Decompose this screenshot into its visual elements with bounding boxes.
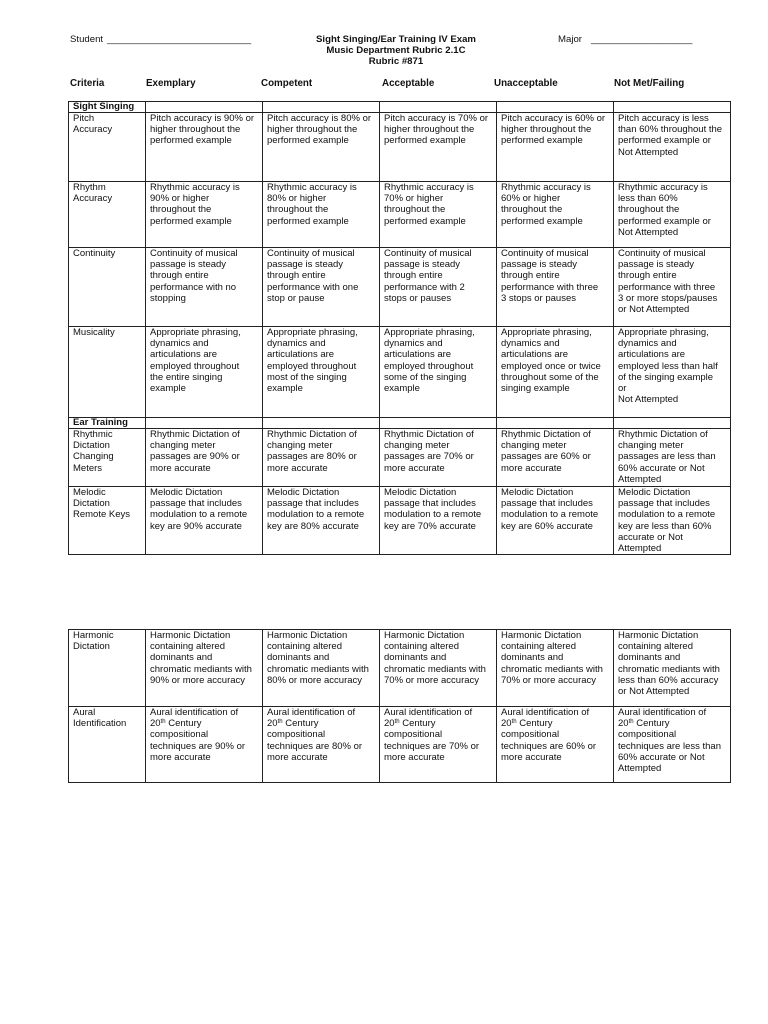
rubric-department: Music Department Rubric 2.1C: [326, 45, 466, 57]
competent-cell: [263, 707, 380, 783]
ordinal-suffix: th: [394, 719, 400, 726]
column-header-criteria: Criteria: [70, 78, 105, 89]
exam-title: Sight Singing/Ear Training IV Exam: [316, 34, 476, 45]
major-field: [558, 34, 692, 45]
criterion-row-rhythm-accuracy: [69, 182, 731, 248]
acceptable-cell: [380, 707, 497, 783]
competent-cell: Appropriate phrasing, dynamics and articulations are employed throughout most of the singing example: [263, 327, 380, 418]
cell-text-start: Aural identification of 20: [501, 707, 590, 730]
acceptable-cell: Rhythmic Dictation of changing meter passages are 70% or more accurate: [380, 429, 497, 487]
unacceptable-cell: Rhythmic accuracy is 60% or higher throughout the performed example: [497, 182, 614, 248]
cell-text-end: Century compositional techniques are 60% or more accurate: [501, 718, 597, 763]
criterion-cell: Pitch Accuracy: [69, 113, 146, 182]
exemplary-cell: Melodic Dictation passage that includes modulation to a remote key are 90% accurate: [146, 487, 263, 555]
not-met-cell: Melodic Dictation passage that includes modulation to a remote key are less than 60% accurate or Not Attempted: [614, 487, 731, 555]
exam-title-block: [276, 34, 516, 68]
exemplary-cell: [146, 707, 263, 783]
exemplary-cell: Rhythmic accuracy is 90% or higher throughout the performed example: [146, 182, 263, 248]
section-empty-cell: [380, 418, 497, 429]
criterion-cell: Musicality: [69, 327, 146, 418]
student-field: [70, 34, 251, 45]
competent-cell: Rhythmic Dictation of changing meter passages are 80% or more accurate: [263, 429, 380, 487]
section-empty-cell: [497, 418, 614, 429]
student-label: Student: [70, 34, 104, 45]
not-met-cell: [614, 707, 731, 783]
column-header-competent: Competent: [261, 78, 313, 89]
unacceptable-cell: Harmonic Dictation containing altered dominants and chromatic mediants with 70% or more accuracy: [497, 630, 614, 707]
criterion-cell: Harmonic Dictation: [69, 630, 146, 707]
not-met-cell: Rhythmic Dictation of changing meter passages are less than 60% accurate or Not Attempted: [614, 429, 731, 487]
ordinal-suffix: th: [628, 719, 634, 726]
rubric-table-continued: [68, 629, 731, 783]
unacceptable-cell: Pitch accuracy is 60% or higher throughout the performed example: [497, 113, 614, 182]
ordinal-suffix: th: [511, 719, 517, 726]
not-met-cell: Appropriate phrasing, dynamics and articulations are employed less than half of the singing example or Not Attempted: [614, 327, 731, 418]
cell-text-end: Century compositional techniques are 70% or more accurate: [384, 718, 480, 763]
cell-text-start: Aural identification of 20: [267, 707, 356, 730]
exemplary-cell: Continuity of musical passage is steady through entire performance with no stopping: [146, 248, 263, 327]
section-header-row-ear-training: [69, 418, 731, 429]
section-empty-cell: [614, 418, 731, 429]
section-empty-cell: [146, 418, 263, 429]
criterion-row-aural-identification: [69, 707, 731, 783]
criterion-cell: Continuity: [69, 248, 146, 327]
cell-text-start: Aural identification of 20: [150, 707, 239, 730]
rubric-number: Rubric #871: [368, 56, 424, 68]
section-empty-cell: [380, 102, 497, 113]
column-header-exemplary: Exemplary: [146, 78, 196, 89]
competent-cell: Melodic Dictation passage that includes modulation to a remote key are 80% accurate: [263, 487, 380, 555]
competent-cell: Continuity of musical passage is steady through entire performance with one stop or pause: [263, 248, 380, 327]
cell-text-end: Century compositional techniques are 80% or more accurate: [267, 718, 363, 763]
criterion-row-continuity: [69, 248, 731, 327]
section-empty-cell: [263, 418, 380, 429]
section-empty-cell: [263, 102, 380, 113]
acceptable-cell: Rhythmic accuracy is 70% or higher throughout the performed example: [380, 182, 497, 248]
exemplary-cell: Rhythmic Dictation of changing meter passages are 90% or more accurate: [146, 429, 263, 487]
unacceptable-cell: [497, 707, 614, 783]
column-header-unacceptable: Unacceptable: [494, 78, 558, 89]
criterion-cell: Melodic Dictation Remote Keys: [69, 487, 146, 555]
section-empty-cell: [614, 102, 731, 113]
section-header-row-sight-singing: [69, 102, 731, 113]
ordinal-suffix: th: [277, 719, 283, 726]
acceptable-cell: Melodic Dictation passage that includes modulation to a remote key are 70% accurate: [380, 487, 497, 555]
not-met-cell: Continuity of musical passage is steady through entire performance with three 3 or more stops/pauses or Not Attempted: [614, 248, 731, 327]
criterion-cell: Rhythmic Dictation Changing Meters: [69, 429, 146, 487]
competent-cell: Rhythmic accuracy is 80% or higher throughout the performed example: [263, 182, 380, 248]
not-met-cell: Harmonic Dictation containing altered dominants and chromatic mediants with less than 60% accuracy or Not Attempted: [614, 630, 731, 707]
cell-text-start: Aural identification of 20: [384, 707, 473, 730]
competent-cell: Pitch accuracy is 80% or higher throughout the performed example: [263, 113, 380, 182]
rubric-table-main: [68, 101, 731, 555]
criterion-cell: Aural Identification: [69, 707, 146, 783]
exemplary-cell: Appropriate phrasing, dynamics and articulations are employed throughout the entire singing example: [146, 327, 263, 418]
acceptable-cell: Appropriate phrasing, dynamics and articulations are employed throughout some of the singing example: [380, 327, 497, 418]
criterion-row-harmonic-dictation: [69, 630, 731, 707]
criterion-row-musicality: [69, 327, 731, 418]
criterion-row-rhythmic-dictation: [69, 429, 731, 487]
exemplary-cell: Harmonic Dictation containing altered dominants and chromatic mediants with 90% or more accuracy: [146, 630, 263, 707]
acceptable-cell: Harmonic Dictation containing altered dominants and chromatic mediants with 70% or more accuracy: [380, 630, 497, 707]
competent-cell: Harmonic Dictation containing altered dominants and chromatic mediants with 80% or more accuracy: [263, 630, 380, 707]
unacceptable-cell: Melodic Dictation passage that includes modulation to a remote key are 60% accurate: [497, 487, 614, 555]
section-empty-cell: [146, 102, 263, 113]
not-met-cell: Rhythmic accuracy is less than 60% throughout the performed example or Not Attempted: [614, 182, 731, 248]
exemplary-cell: Pitch accuracy is 90% or higher throughout the performed example: [146, 113, 263, 182]
cell-text-end: Century compositional techniques are less than 60% accurate or Not Attempted: [618, 718, 721, 775]
major-blank-line: ___________________: [591, 34, 693, 45]
cell-text-start: Aural identification of 20: [618, 707, 707, 730]
cell-text-end: Century compositional techniques are 90% or more accurate: [150, 718, 246, 763]
column-header-acceptable: Acceptable: [382, 78, 435, 89]
section-label: Sight Singing: [69, 102, 146, 113]
column-header-not-met: Not Met/Failing: [614, 78, 685, 89]
unacceptable-cell: Rhythmic Dictation of changing meter passages are 60% or more accurate: [497, 429, 614, 487]
ordinal-suffix: th: [160, 719, 166, 726]
student-blank-line: ___________________________: [107, 34, 252, 45]
acceptable-cell: Pitch accuracy is 70% or higher throughout the performed example: [380, 113, 497, 182]
unacceptable-cell: Appropriate phrasing, dynamics and articulations are employed once or twice throughout some of the singing example: [497, 327, 614, 418]
major-label: Major: [558, 34, 582, 45]
section-label: Ear Training: [69, 418, 146, 429]
criterion-cell: Rhythm Accuracy: [69, 182, 146, 248]
not-met-cell: Pitch accuracy is less than 60% throughout the performed example or Not Attempted: [614, 113, 731, 182]
acceptable-cell: Continuity of musical passage is steady through entire performance with 2 stops or pauses: [380, 248, 497, 327]
criterion-row-melodic-dictation: [69, 487, 731, 555]
section-empty-cell: [497, 102, 614, 113]
unacceptable-cell: Continuity of musical passage is steady through entire performance with three 3 stops or pauses: [497, 248, 614, 327]
criterion-row-pitch-accuracy: [69, 113, 731, 182]
